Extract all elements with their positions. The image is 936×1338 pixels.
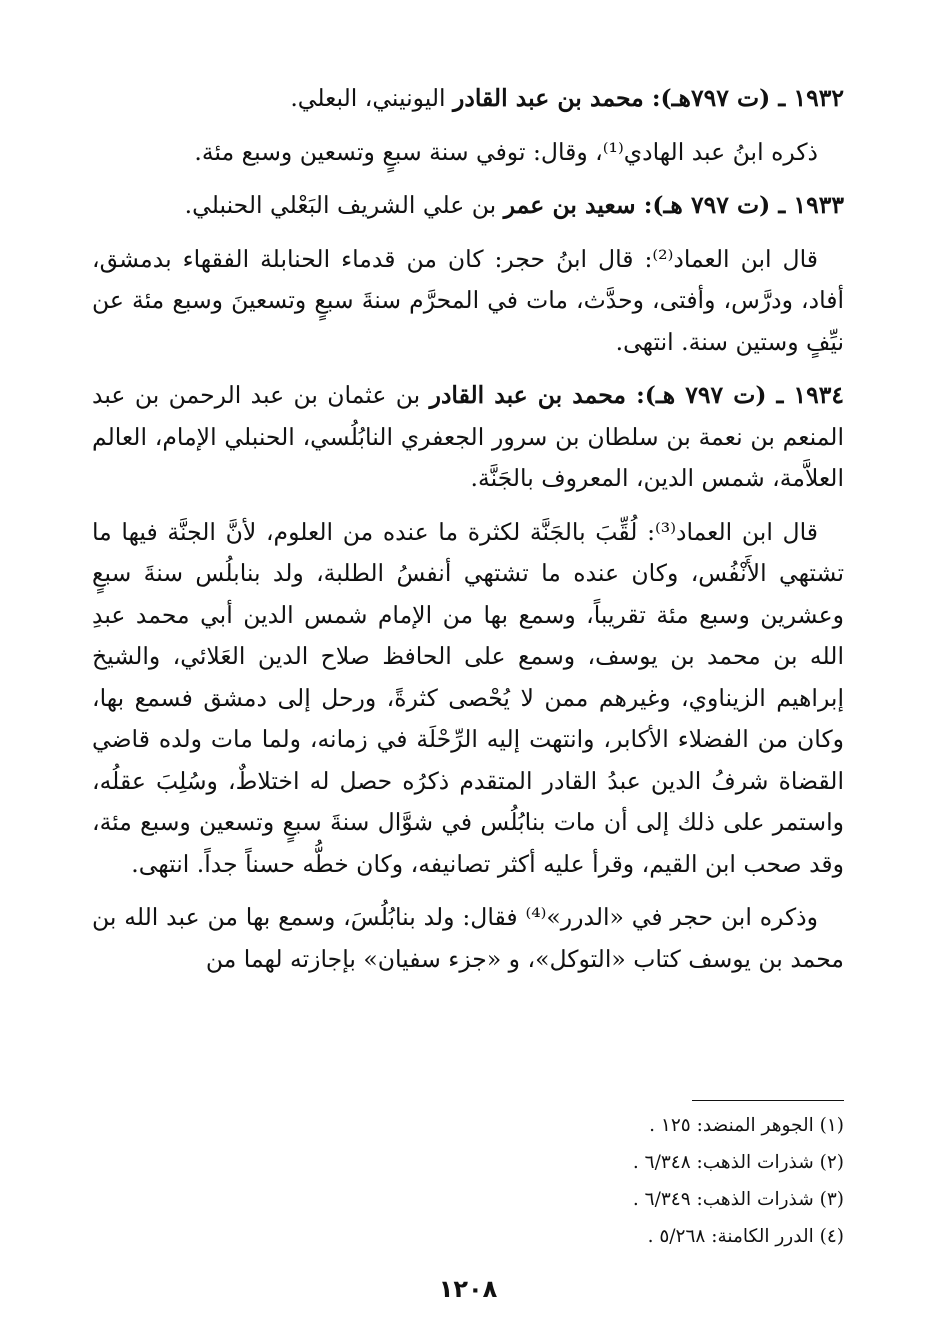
entry-1933-heading [92, 185, 844, 227]
footnotes [92, 1107, 844, 1255]
entry-1934-heading [92, 375, 844, 500]
entry-1933-head: ١٩٣٣ ـ (ت ٧٩٧ هـ): سعيد بن عمر [503, 191, 844, 219]
entry-1932-body: ذكره ابنُ عبد الهادي⁽¹⁾، وقال: توفي سنة سبعٍ وتسعين وسبع مئة. [194, 137, 818, 166]
page-body [92, 78, 844, 980]
footnote-2: (٢) شذرات الذهب: ٦/٣٤٨ . [632, 1152, 844, 1173]
entry-1934-body: قال ابن العماد⁽³⁾: لُقِّبَ بالجَنَّة لكثرة ما عنده من العلوم، لأنَّ الجنَّة فيها ما تشتهي الأَنْفُس، وكان عنده ما تشتهي أنفسُ الطلبة، ولد بنابلُس سنةَ سبعٍ وعشرين وسبع مئة تقريباً، وسمع بها من الإمام شمس الدين أبي محمد عبدِ الله بن محمد بن يوسف، وسمع على الحافظ صلاح الدين العَلائي، والشيخ إبراهيم الزيناوي، وغيرهم ممن لا يُحْصى كثرةً، ورحل إلى دمشق فسمع بها، وكان من الفضلاء الأكابر، وانتهت إليه الرِّحْلَة في زمانه، ولما مات ولده قاضي القضاة شرفُ الدين عبدُ القادر المتقدم ذكرُه حصل له اختلاطٌ، وسُلِبَ عقلُه، واستمر على ذلك إلى أن مات بنابُلُس في شوَّال سنةَ سبعٍ وتسعين وسبع مئة، وقد صحب ابن القيم، وقرأ عليه أكثر تصانيفه، وكان خطُّه حسناً جداً. انتهى. [92, 517, 844, 878]
entry-1934-head: ١٩٣٤ ـ (ت ٧٩٧ هـ): محمد بن عبد القادر [429, 381, 845, 409]
entry-1934-body-2: وذكره ابن حجر في «الدرر»⁽⁴⁾ فقال: ولد بنابُلُسَ، وسمع بها من عبد الله بن محمد بن يوسف كتاب «التوكل»، و «جزء سفيان» بإجازته لهما من [92, 903, 844, 973]
entry-1932-head: ١٩٣٢ ـ (ت ٧٩٧هـ): محمد بن عبد القادر [453, 84, 844, 112]
page-number: ١٢٠٨ [438, 1275, 498, 1303]
entry-1933-rest: بن علي الشريف البَعْلي الحنبلي. [184, 191, 504, 219]
entry-1933-body: قال ابن العماد⁽²⁾: قال ابنُ حجر: كان من قدماء الحنابلة الفقهاء بدمشق، أفاد، ودرَّس، وأفتى، وحدَّث، مات في المحرَّم سنةَ سبعٍ وتسعينَ وسبع مئة عن نيِّفٍ وستين سنة. انتهى. [92, 244, 844, 356]
footnote-divider [692, 1100, 844, 1101]
footnote-4: (٤) الدرر الكامنة: ٥/٢٦٨ . [647, 1226, 844, 1247]
footnote-1: (١) الجوهر المنضد: ١٢٥ . [649, 1115, 844, 1136]
entry-1932-heading [92, 78, 844, 120]
entry-1934-rest: بن عثمان بن عبد الرحمن بن عبد المنعم بن نعمة بن سلطان بن سرور الجعفري النابُلُسي، الحنبلي الإمام، العالم العلاَّمة، شمس الدين، المعروف بالجَنَّة. [92, 381, 844, 492]
footnote-3: (٣) شذرات الذهب: ٦/٣٤٩ . [632, 1189, 844, 1210]
entry-1932-rest: اليونيني، البعلي. [290, 84, 454, 112]
